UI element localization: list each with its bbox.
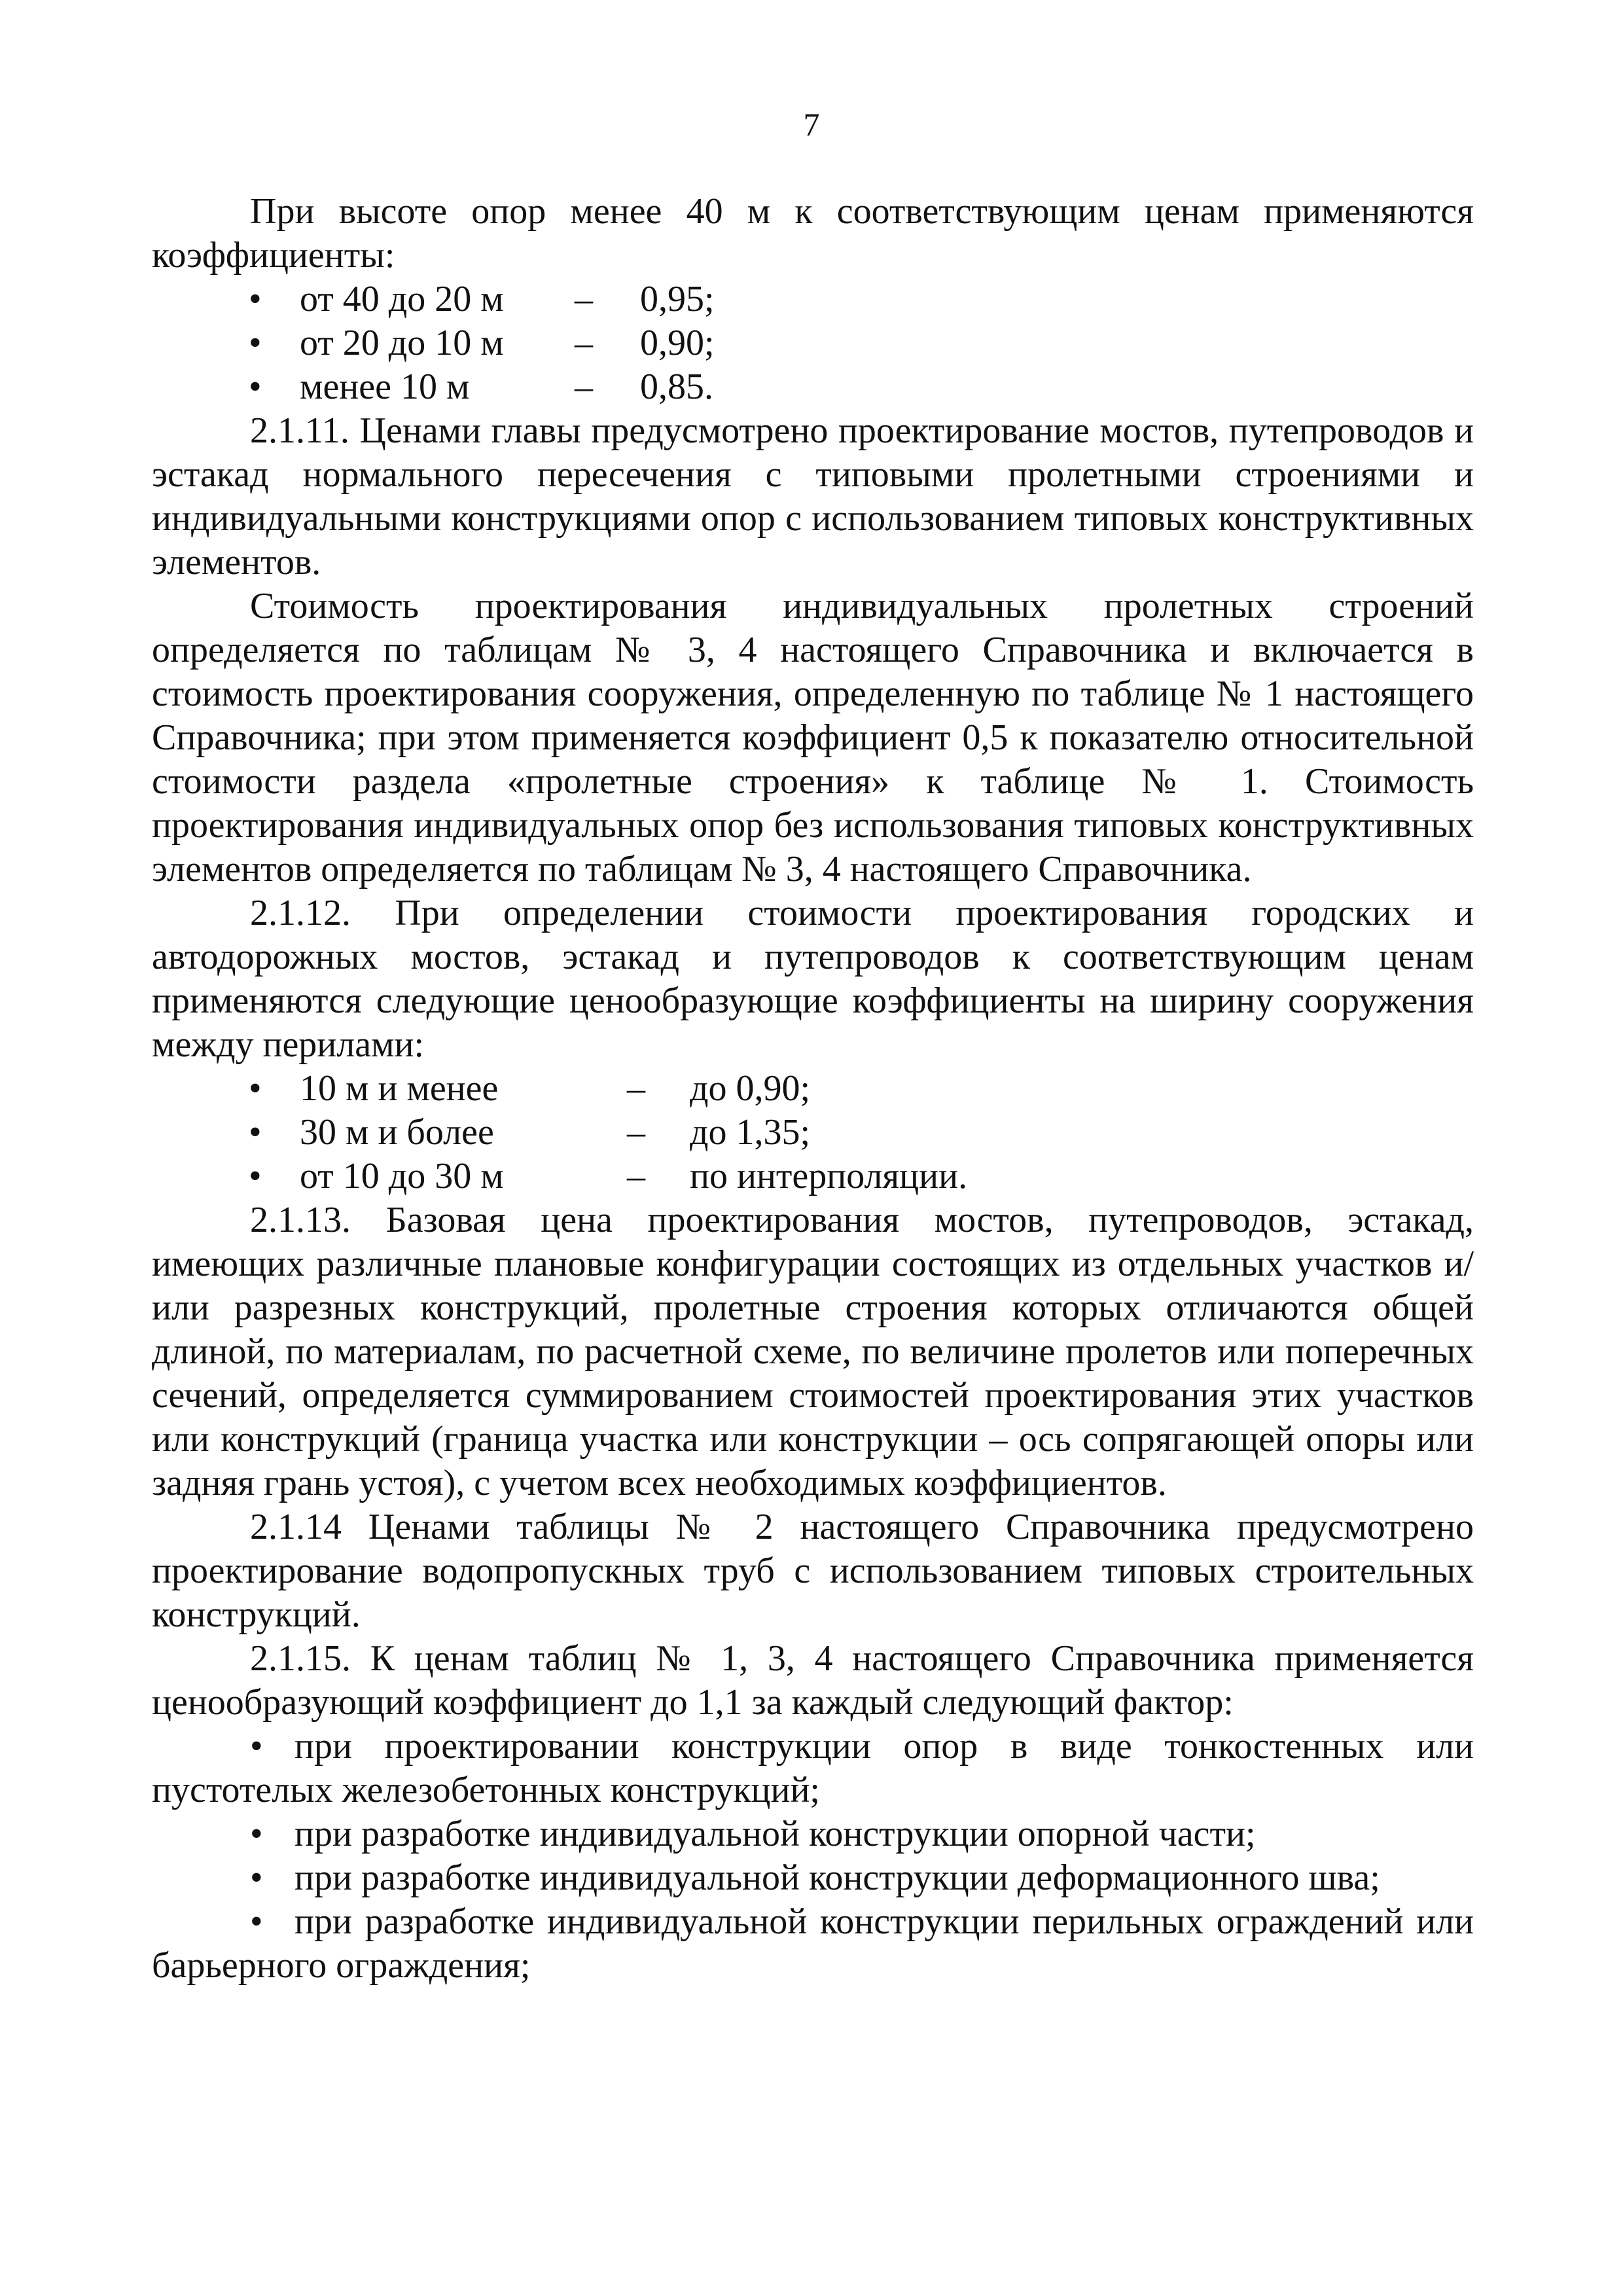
height-range: от 20 до 10 м bbox=[300, 323, 504, 363]
list-item bbox=[152, 1111, 1474, 1155]
coefficient-value: 0,95; bbox=[640, 279, 715, 319]
factor-text: при разработке индивидуальной конструкции опорной части; bbox=[294, 1814, 1256, 1854]
list-item bbox=[152, 1155, 1474, 1198]
page-number: 7 bbox=[803, 106, 820, 143]
bullet-icon: • bbox=[249, 1156, 262, 1196]
coefficient-value: 0,90; bbox=[640, 323, 715, 363]
height-coefficient-list bbox=[152, 278, 1474, 409]
paragraph-cost: Стоимость проектирования индивидуальных пролетных строений определяется по таблицам № 3, 4 настоящего Справочника и включается в стоимость проектирования сооружения, определенную по таблице № 1 настоящего Справочника; при этом применяется коэффициент 0,5 к показателю относительной стоимости раздела «пролетные строения» к таблице № 1. Стоимость проектирования индивидуальных опор без использования типовых конструктивных элементов определяется по таблицам № 3, 4 настоящего Справочника. bbox=[152, 586, 1474, 889]
width-range: 10 м и менее bbox=[300, 1068, 499, 1109]
page-content bbox=[152, 190, 1474, 1988]
paragraph-2-1-15: 2.1.15. К ценам таблиц № 1, 3, 4 настоящего Справочника применяется ценообразующий коэффициент до 1,1 за каждый следующий фактор: bbox=[152, 1638, 1474, 1723]
bullet-icon: • bbox=[249, 1112, 262, 1153]
factor-item bbox=[152, 1900, 1474, 1988]
dash: – bbox=[627, 1068, 645, 1109]
dash: – bbox=[627, 1156, 645, 1196]
coefficient-value: 0,85. bbox=[640, 367, 713, 407]
list-item bbox=[152, 1067, 1474, 1111]
factor-item bbox=[152, 1856, 1474, 1900]
height-range: менее 10 м bbox=[300, 367, 470, 407]
bullet-icon: • bbox=[250, 1726, 263, 1767]
width-range: от 10 до 30 м bbox=[300, 1156, 504, 1196]
list-item bbox=[152, 278, 1474, 321]
dash: – bbox=[575, 367, 593, 407]
dash: – bbox=[627, 1112, 645, 1153]
factor-item bbox=[152, 1812, 1474, 1856]
bullet-icon: • bbox=[250, 1857, 263, 1898]
factor-text: при разработке индивидуальной конструкции перильных ограждений или барьерного ограждения; bbox=[152, 1901, 1474, 1986]
bullet-icon: • bbox=[249, 279, 262, 319]
bullet-icon: • bbox=[249, 1068, 262, 1109]
paragraph-2-1-14: 2.1.14 Ценами таблицы № 2 настоящего Справочника предусмотрено проектирование водопропускных труб с использованием типовых строительных конструкций. bbox=[152, 1507, 1474, 1635]
dash: – bbox=[575, 279, 593, 319]
factor-text: при разработке индивидуальной конструкции деформационного шва; bbox=[294, 1857, 1380, 1898]
coefficient-value: по интерполяции. bbox=[690, 1156, 968, 1196]
bullet-icon: • bbox=[249, 323, 262, 363]
width-coefficient-list bbox=[152, 1067, 1474, 1198]
bullet-icon: • bbox=[250, 1901, 263, 1942]
list-item bbox=[152, 365, 1474, 409]
factor-item bbox=[152, 1725, 1474, 1812]
coefficient-value: до 0,90; bbox=[690, 1068, 811, 1109]
paragraph-2-1-12: 2.1.12. При определении стоимости проектирования городских и автодорожных мостов, эстакад и путепроводов к соответствующим ценам применяются следующие ценообразующие коэффициенты на ширину сооружения между перилами: bbox=[152, 893, 1474, 1065]
bullet-icon: • bbox=[250, 1814, 263, 1854]
bullet-icon: • bbox=[249, 367, 262, 407]
list-item bbox=[152, 321, 1474, 365]
coefficient-value: до 1,35; bbox=[690, 1112, 811, 1153]
paragraph-2-1-11: 2.1.11. Ценами главы предусмотрено проектирование мостов, путепроводов и эстакад нормального пересечения с типовыми пролетными строениями и индивидуальными конструкциями опор с использованием типовых конструктивных элементов. bbox=[152, 410, 1474, 583]
dash: – bbox=[575, 323, 593, 363]
width-range: 30 м и более bbox=[300, 1112, 494, 1153]
intro-paragraph: При высоте опор менее 40 м к соответствующим ценам применяются коэффициенты: bbox=[152, 191, 1474, 276]
height-range: от 40 до 20 м bbox=[300, 279, 504, 319]
factor-text: при проектировании конструкции опор в виде тонкостенных или пустотелых железобетонных конструкций; bbox=[152, 1726, 1474, 1810]
paragraph-2-1-13: 2.1.13. Базовая цена проектирования мостов, путепроводов, эстакад, имеющих различные плановые конфигурации состоящих из отдельных участков и/или разрезных конструкций, пролетные строения которых отличаются общей длиной, по материалам, по расчетной схеме, по величине пролетов или поперечных сечений, определяется суммированием стоимостей проектирования этих участков или конструкций (граница участка или конструкции – ось сопрягающей опоры или задняя грань устоя), с учетом всех необходимых коэффициентов. bbox=[152, 1200, 1474, 1503]
